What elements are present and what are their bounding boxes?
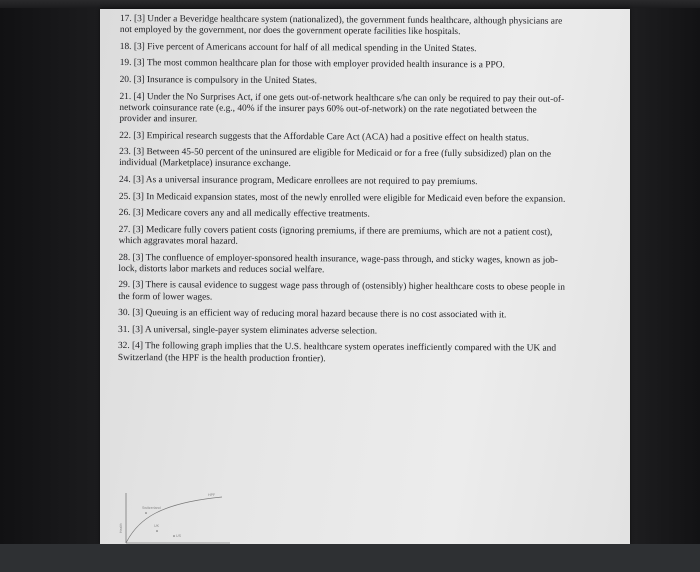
question-text: 32. [4] The following graph implies that the U.S. healthcare system operates inefficiently compared with the UK and Switzerland (the HPF is the health production frontier). [117, 341, 559, 364]
left-background [0, 8, 100, 544]
point-label-uk: UK [154, 524, 159, 528]
graph-y-axis-label: Health [119, 523, 123, 533]
question-text: 24. [3] As a universal insurance program, Medicare enrollees are not required to pay premiums. [118, 174, 478, 188]
question-text: 26. [3] Medicare covers any and all medically effective treatments. [118, 208, 370, 220]
hpf-curve-label: HPF [208, 493, 216, 497]
question-20 [120, 75, 568, 89]
question-text: 19. [3] The most common healthcare plan for those with employer provided health insurance is a PPO. [119, 58, 505, 71]
question-text: 21. [4] Under the No Surprises Act, if one gets out-of-network healthcare s/he can only be required to pay their out-of-network coinsurance rate (e.g., 40% if the insurer pays 60% out-of-network) on the rate negotiated between the provider and insurer. [119, 91, 565, 125]
question-21 [119, 92, 567, 128]
point-us [173, 535, 175, 537]
question-list [118, 14, 568, 372]
question-text: 25. [3] In Medicaid expansion states, most of the newly enrolled were eligible for Medicaid even before the expansion. [118, 191, 566, 205]
point-uk [156, 530, 158, 532]
question-30 [118, 308, 566, 322]
right-background [630, 8, 700, 544]
exam-page [100, 9, 630, 544]
question-24 [119, 175, 567, 189]
question-text: 27. [3] Medicare fully covers patient costs (ignoring premiums, if there are premiums, which are not a patient cost), which aggravates moral hazard. [118, 224, 555, 247]
question-31 [118, 325, 566, 339]
top-background [0, 0, 700, 8]
question-32 [118, 341, 566, 366]
question-29 [118, 280, 566, 305]
question-26 [119, 208, 567, 222]
question-25 [119, 192, 567, 206]
question-28 [118, 253, 566, 278]
question-text: 18. [3] Five percent of Americans account for half of all medical spending in the United States. [119, 41, 477, 54]
question-text: 28. [3] The confluence of employer-sponsored health insurance, wage-pass through, and sticky wages, known as job-lock, distorts labor markets and reduces social welfare. [118, 252, 558, 276]
question-17 [120, 14, 568, 39]
question-text: 30. [3] Queuing is an efficient way of reducing moral hazard because there is no cost associated with it. [118, 308, 507, 321]
question-text: 22. [3] Empirical research suggests that the Affordable Care Act (ACA) had a positive effect on health status. [119, 130, 529, 144]
question-text: 29. [3] There is causal evidence to suggest wage pass through of (ostensibly) higher healthcare costs to obese people in the form of lower wages. [118, 280, 568, 303]
question-text: 17. [3] Under a Beveridge healthcare system (nationalized), the government funds healthcare, although physicians are not employed by the government, nor does the government operate facilities like hospitals. [119, 14, 565, 38]
point-switzerland [145, 512, 147, 514]
bottom-background [0, 544, 700, 572]
question-27 [119, 225, 567, 250]
hpf-graph [112, 489, 232, 544]
question-text: 31. [3] A universal, single-payer system eliminates adverse selection. [118, 324, 378, 337]
question-23 [119, 147, 567, 172]
question-text: 23. [3] Between 45-50 percent of the uninsured are eligible for Medicaid or for a free (fully subsidized) plan on the individual (Marketplace) insurance exchange. [119, 147, 554, 170]
question-18 [120, 42, 568, 56]
question-text: 20. [3] Insurance is compulsory in the United States. [119, 74, 317, 87]
point-label-switzerland: Switzerland [142, 506, 161, 510]
question-22 [119, 131, 567, 145]
point-label-us: US [176, 534, 181, 538]
question-19 [120, 58, 568, 72]
